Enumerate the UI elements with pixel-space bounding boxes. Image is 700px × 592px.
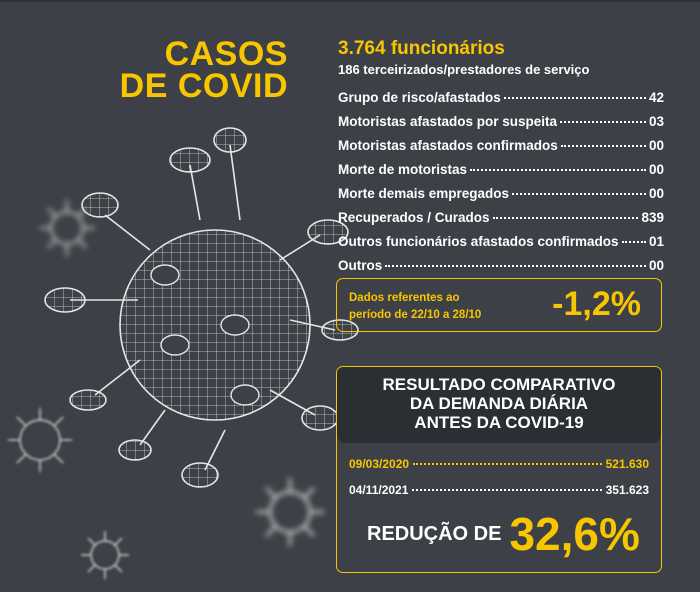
comparison-row	[349, 457, 649, 471]
dot-leader	[413, 463, 602, 465]
stats-value: 00	[648, 138, 664, 153]
dot-leader	[622, 241, 646, 243]
stats-label: Motoristas afastados confirmados	[338, 138, 558, 153]
stats-value: 01	[648, 234, 664, 249]
stats-label: Morte demais empregados	[338, 186, 510, 201]
comparison-box	[336, 366, 662, 573]
dot-leader	[493, 217, 639, 219]
dot-leader	[385, 265, 646, 267]
stats-value: 839	[641, 210, 664, 225]
period-box	[336, 278, 662, 332]
dot-leader	[412, 489, 601, 491]
dot-leader	[470, 169, 646, 171]
page-title	[119, 35, 288, 105]
period-change: -1,2%	[552, 285, 641, 323]
stats-row	[338, 90, 664, 114]
stats-row	[338, 210, 664, 234]
dot-leader	[560, 121, 646, 123]
comparison-heading-line-2: DA DEMANDA DIÁRIA	[409, 394, 589, 413]
comparison-header	[337, 367, 661, 443]
title-line-2: DE COVID	[119, 67, 288, 105]
reduction-value: 32,6%	[509, 508, 640, 560]
small-virus-icon	[256, 478, 324, 546]
stats-row	[338, 186, 664, 210]
employee-count: 3.764 funcionários	[338, 38, 505, 59]
stats-label: Outros funcionários afastados confirmados	[338, 234, 619, 249]
stats-list	[338, 90, 664, 282]
stats-label: Outros	[338, 258, 383, 273]
main-virus-icon	[45, 128, 358, 487]
comparison-heading-line-1: RESULTADO COMPARATIVO	[382, 375, 616, 394]
comparison-date: 04/11/2021	[349, 483, 409, 497]
title-line-1: CASOS	[164, 35, 288, 73]
stats-value: 00	[648, 162, 664, 177]
period-note-line-2: período de 22/10 a 28/10	[349, 309, 482, 321]
stats-label: Grupo de risco/afastados	[338, 90, 501, 105]
comparison-heading-line-3: ANTES DA COVID-19	[414, 413, 584, 432]
contractor-count: 186 terceirizados/prestadores de serviço	[338, 62, 590, 77]
comparison-row	[349, 483, 649, 497]
stats-row	[338, 114, 664, 138]
comparison-value: 351.623	[605, 483, 649, 497]
stats-row	[338, 234, 664, 258]
reduction-label: REDUÇÃO DE	[367, 522, 502, 545]
reduction	[367, 507, 640, 561]
dot-leader	[504, 97, 646, 99]
stats-value: 00	[648, 258, 664, 273]
dot-leader	[512, 193, 646, 195]
stats-label: Motoristas afastados por suspeita	[338, 114, 558, 129]
small-virus-icon	[81, 531, 129, 579]
period-note-line-1: Dados referentes ao	[349, 292, 460, 304]
stats-value: 03	[648, 114, 664, 129]
stats-row	[338, 162, 664, 186]
comparison-value: 521.630	[605, 457, 649, 471]
dot-leader	[561, 145, 646, 147]
stats-value: 42	[648, 90, 664, 105]
period-note	[349, 290, 481, 324]
stats-label: Morte de motoristas	[338, 162, 468, 177]
comparison-date: 09/03/2020	[349, 457, 410, 471]
stats-value: 00	[648, 186, 664, 201]
stats-label: Recuperados / Curados	[338, 210, 490, 225]
small-virus-icon	[8, 408, 72, 472]
stats-row	[338, 138, 664, 162]
